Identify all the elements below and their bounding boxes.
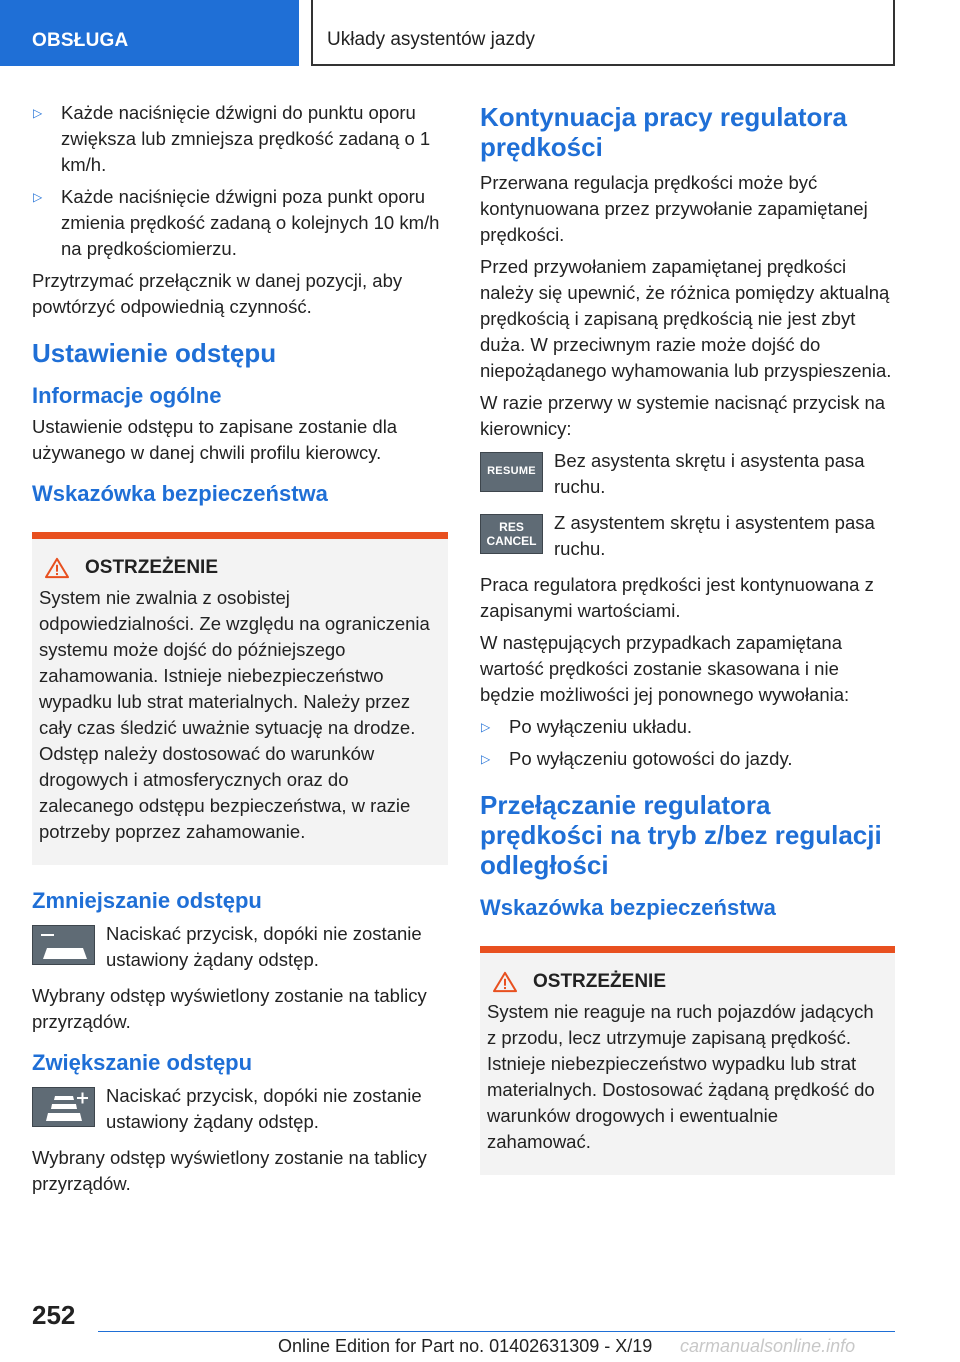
warning-title	[39, 557, 440, 579]
resume-button-icon	[480, 452, 543, 492]
continue-text-5: W następujących przypadkach zapamiętana wartość prędkości zostanie skasowana i nie będzie możliwości jej ponownego wywołania:	[480, 632, 850, 705]
heading-distance: Ustawienie odstępu	[32, 338, 277, 368]
heading-general-info: Informacje ogólne	[32, 383, 222, 408]
page-number: 252	[32, 1300, 76, 1330]
general-text: Ustawienie odstępu to zapisane zostanie dla używanego w danej chwili profilu kierowcy.	[32, 416, 398, 463]
distance-decrease-button-icon	[32, 925, 95, 965]
resume-key-text: Bez asystenta skrętu i asystenta pasa ruchu.	[554, 450, 865, 497]
list-item-text: Po wyłączeniu układu.	[509, 716, 693, 737]
chapter-box	[311, 0, 895, 66]
bullet-triangle-icon: ▷	[481, 720, 491, 734]
left-column	[32, 100, 448, 1203]
chapter-title: Układy asystentów jazdy	[327, 29, 536, 50]
heading-switch-mode: Przełączanie regulatora prędkości na tryb z/bez regulacji odległości	[480, 790, 882, 880]
continue-text-3: W razie przerwy w systemie nacisnąć przycisk na kierownicy:	[480, 392, 886, 439]
decrease-key-row	[32, 921, 448, 973]
res-cancel-button-icon	[480, 514, 543, 554]
distance-increase-button-icon	[32, 1087, 95, 1127]
list-item-text: Każde naciśnięcie dźwigni poza punkt oporu zmienia prędkość zadaną o kolejnych 10 km/h na prędkościomierzu.	[61, 186, 440, 259]
warning-text: System nie reaguje na ruch pojazdów jadących z przodu, lecz utrzymuje zapisaną prędkość. Istnieje niebezpieczeństwo wypadku lub strat materialnych. Dostosować żądaną prędkość do warunków drogowych i ewentualnie zahamować.	[487, 1001, 875, 1152]
section-label: OBSŁUGA	[32, 30, 129, 51]
bullet-triangle-icon: ▷	[33, 190, 43, 204]
res-cancel-key-line2: CANCEL	[486, 534, 537, 548]
list-item	[32, 100, 448, 178]
heading-safety-right: Wskazówka bezpieczeństwa	[480, 895, 776, 920]
list-item	[480, 714, 895, 740]
decrease-key-text: Naciskać przycisk, dopóki nie zostanie ustawiony żądany odstęp.	[106, 923, 422, 970]
page-header	[0, 0, 960, 66]
heading-continue: Kontynuacja pracy regulatora prędkości	[480, 102, 847, 162]
footer-divider	[98, 1331, 895, 1332]
cancel-key-text: Z asystentem skrętu i asystentem pasa ruchu.	[554, 512, 875, 559]
warning-box-right	[480, 946, 895, 1175]
increase-key-text: Naciskać przycisk, dopóki nie zostanie ustawiony żądany odstęp.	[106, 1085, 422, 1132]
continue-text-1: Przerwana regulacja prędkości może być kontynuowana przez przywołanie zapamiętanej prędkości.	[480, 172, 868, 245]
resume-key-label: RESUME	[487, 465, 536, 477]
list-item-text: Każde naciśnięcie dźwigni do punktu oporu zwiększa lub zmniejsza prędkość zadaną o 1 km/h.	[61, 102, 431, 175]
list-item-text: Po wyłączeniu gotowości do jazdy.	[509, 748, 793, 769]
watermark: carmanualsonline.info	[680, 1336, 856, 1356]
right-column	[480, 100, 895, 1197]
resume-key-row	[480, 448, 895, 500]
warning-title-text: OSTRZEŻENIE	[85, 557, 219, 578]
bullet-triangle-icon: ▷	[33, 106, 43, 120]
edition-text: Online Edition for Part no. 01402631309 - X/19	[278, 1336, 653, 1356]
decrease-after-text: Wybrany odstęp wyświetlony zostanie na tablicy przyrządów.	[32, 985, 427, 1032]
warning-triangle-icon	[43, 557, 71, 579]
section-tab	[0, 0, 299, 66]
res-cancel-key-line1: RES	[499, 520, 524, 534]
warning-title	[487, 971, 887, 993]
heading-safety: Wskazówka bezpieczeństwa	[32, 481, 328, 506]
warning-title-text: OSTRZEŻENIE	[533, 971, 667, 992]
hold-text: Przytrzymać przełącznik w danej pozycji, aby powtórzyć odpowiednią czynność.	[32, 270, 403, 317]
bullet-triangle-icon: ▷	[481, 752, 491, 766]
list-item	[480, 746, 895, 772]
increase-key-row	[32, 1083, 448, 1135]
warning-box	[32, 532, 448, 865]
increase-after-text: Wybrany odstęp wyświetlony zostanie na tablicy przyrządów.	[32, 1147, 427, 1194]
warning-text: System nie zwalnia z osobistej odpowiedzialności. Ze względu na ograniczenia systemu może dojść do późniejszego zahamowania. Istnieje niebezpieczeństwo wypadku lub strat materialnych. Należy przez cały czas śledzić uważnie sytuację na drodze. Odstęp należy dostosować do warunków drogowych i atmosferycznych oraz do zalecanego odstępu bezpieczeństwa, w razie potrzeby poprzez zahamowanie.	[39, 587, 430, 842]
heading-decrease: Zmniejszanie odstępu	[32, 888, 262, 913]
continue-text-2: Przed przywołaniem zapamiętanej prędkości należy się upewnić, że różnica pomiędzy aktualną prędkością i zapisaną prędkością nie jest zbyt duża. W przeciwnym razie może dojść do niepożądanego wyhamowania lub przyspieszenia.	[480, 256, 892, 381]
heading-increase: Zwiększanie odstępu	[32, 1050, 253, 1075]
warning-triangle-icon	[491, 971, 519, 993]
continue-text-4: Praca regulatora prędkości jest kontynuowana z zapisanymi wartościami.	[480, 574, 874, 621]
cancel-key-row	[480, 510, 895, 562]
list-item	[32, 184, 448, 262]
